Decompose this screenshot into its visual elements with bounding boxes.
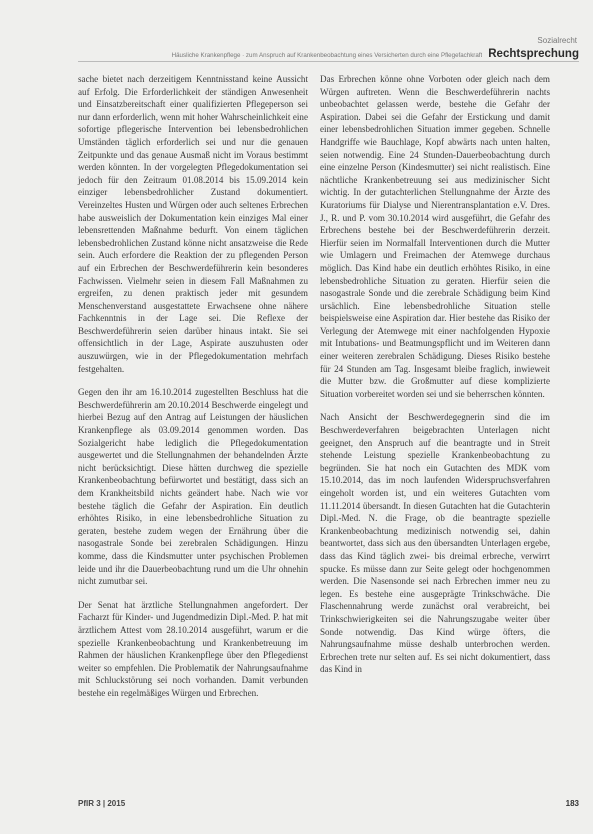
brand-label: Sozialrecht	[537, 36, 577, 45]
page-footer	[78, 799, 579, 808]
left-column	[78, 73, 308, 711]
section-title: Rechtsprechung	[488, 48, 579, 60]
page-number: 183	[565, 799, 579, 808]
paragraph: Gegen den ihr am 16.10.2014 zugestellten Beschluss hat die Beschwerdeführerin am 20.10.2014 Beschwerde eingelegt und hierbei Bezug auf den Antrag auf Leistungen der häuslichen Krankenpflege als 03.09.2014 genommen worden. Das Sozialgericht habe lediglich die Pflegedokumentation ausgewertet und die Stellungnahmen der behandelnden Ärzte nicht berücksichtigt. Diese hätten durchweg die spezielle Krankenbeobachtung befürwortet und bestätigt, dass sich an dem Krankheitsbild nichts geändert habe. Nach wie vor bestehe täglich die Gefahr der Aspiration. Ein deutlich erhöhtes Risiko, in eine lebensbedrohliche Situation zu geraten, bestehe zudem wegen der Ernährung über die nasogastrale Sonde bei zerebralen Schädigungen. Hinzu komme, dass die Kindsmutter unter psychischen Problemen leide und ihr die Dauerbeobachtung rund um die Uhr ohnehin nicht zumutbar sei.	[78, 387, 308, 587]
running-head	[78, 45, 579, 62]
journal-issue: PflR 3 | 2015	[78, 799, 126, 808]
paragraph: Das Erbrechen könne ohne Vorboten oder gleich nach dem Würgen auftreten. Wenn die Beschwerdeführerin nachts unbeobachtet gelassen werde, bestehe die Gefahr der Aspiration. Dabei sei die Gefahr der Erstickung und damit einer lebensbedrohlichen Situation immer gegeben. Schnelle Handgriffe wie Bauchlage, Kopf abwärts nach unten halten, seien notwendig. Eine 24 Stunden-Dauerbeobachtung durch eine einzelne Person (Kindesmutter) sei nicht realistisch. Eine nächtliche Krankenbetreuung sei aus medizinischer Sicht wichtig. In der gutachterlichen Stellungnahme der Ärzte des Kuratoriums für Dialyse und Nierentransplantation e.V. Dres. J., R. und P. vom 30.10.2014 wird ausgeführt, die Gefahr des Erbrechens bestehe bei der Beschwerdeführerin derzeit. Hierfür seien im Normalfall Interventionen durch die Mutter wie Umlagern und Freimachen der Atemwege durchaus möglich. Das Kind habe ein deutlich erhöhtes Risiko, in eine lebensbedrohliche Situation zu geraten. Hierfür seien die nasogastrale Sonde und die zerebrale Schädigung beim Kind ursächlich. Eine lebensbedrohliche Situation stelle beispielsweise eine Aspiration dar. Hier bestehe das Risiko der Verlegung der Atemwege mit einer nachfolgenden Hypoxie mit Intubations- und Beatmungspflicht und im Weiteren dann einer weiteren zerebralen Schädigung. Dieses Risiko bestehe für 24 Stunden am Tag. Insgesamt bleibe fraglich, inwieweit die Mutter bzw. die Großmutter auf diese komplizierte Situation vorbereitet worden sei und sie beherrschen könnten.	[320, 74, 550, 399]
paragraph: Der Senat hat ärztliche Stellungnahmen angefordert. Der Facharzt für Kinder- und Jugendmedizin Dipl.-Med. P. hat mit ärztlichem Attest vom 28.10.2014 ausgeführt, warum er die spezielle Krankenbeobachtung und Krankenbetreuung im Rahmen der häuslichen Krankenpflege über den Pflegedienst weiter so empfehlen. Die Problematik der Nahrungsaufnahme mit Schluckstörung sei noch vorhanden. Damit verbunden bestehe ein regelmäßiges Würgen und Erbrechen.	[78, 599, 308, 698]
right-column	[320, 73, 550, 687]
paragraph: Nach Ansicht der Beschwerdegegnerin sind die im Beschwerdeverfahren beigebrachten Unterlagen nicht geeignet, den Anspruch auf die beantragte und in Streit stehende Leistung spezielle Krankenbeobachtung zu begründen. Sie hat noch ein Gutachten des MDK vom 15.10.2014, das im noch laufenden Widerspruchsverfahren eingeholt worden ist, und ein weiteres Gutachten vom 11.11.2014 übersandt. In diesen Gutachten hat die Gutachterin Dipl.-Med. N. die Frage, ob die beantragte spezielle Krankenbeobachtung medizinisch notwendig sei, dahin beantwortet, dass sich aus den übersandten Unterlagen ergebe, dass das Kind täglich zwei- bis dreimal erbreche, verwirrt spucke. Es müsse dann zur Seite gelegt oder hochgenommen werden. Die Nasensonde sei nach Erbrechen immer neu zu legen. Es bestehe eine ausgeprägte Trinkschwäche. Die Flaschennahrung werde zunächst oral verabreicht, bei Trinkschwierigkeiten sei die Nahrungszugabe weiter über Sonde notwendig. Das Kind würge öfters, die Nahrungsaufnahme müsse deshalb unterbrochen werden. Erbrechen trete nur selten auf. Es sei nicht dokumentiert, dass das Kind in	[320, 412, 550, 675]
running-head-subtitle: Häusliche Krankenpflege · zum Anspruch auf Krankenbeobachtung eines Versicherten durch eine Pflegefachkraft	[171, 52, 483, 59]
paragraph: sache bietet nach derzeitigem Kenntnisstand keine Aussicht auf Erfolg. Die Erforderlichkeit der ständigen Anwesenheit und Einsatzbereitschaft einer qualifizierten Pflegeperson sei nur dann erforderlich, wenn mit hoher Wahrscheinlichkeit eine sofortige pflegerische Intervention bei lebensbedrohlichen Umständen täglich erforderlich sei und nur die genauen Zeitpunkte und das genaue Ausmaß nicht im Voraus bestimmt werden könnten. In der vorgelegten Pflegedokumentation sei jedoch für den Zeitraum 01.08.2014 bis 15.09.2014 kein einziger lebensbedrohlicher Zustand dokumentiert. Vereinzeltes Husten und Würgen oder auch seltenes Erbrechen habe ausweislich der Dokumentation kein einziges Mal einer lebensrettenden Maßnahme bedurft. Von einem täglichen lebensbedrohlichen Zustand könne nicht ansatzweise die Rede sein. Auch erfordere die Reaktion der zu pflegenden Person auf ein Erbrechen der Beschwerdeführerin kein besonderes Fachwissen. Vielmehr seien in diesem Fall Maßnahmen zu ergreifen, zu denen praktisch jeder mit gesundem Menschenverstand ausgestattete Erwachsene ohne nähere Fachkenntnis in der Lage sei. Die Reflexe der Beschwerdeführerin seien darüber hinaus intakt. Sie sei offensichtlich in der Lage, Aspirate auszuhusten oder auszuwürgen, wie in der Pflegedokumentation mehrfach festgehalten.	[78, 74, 308, 374]
